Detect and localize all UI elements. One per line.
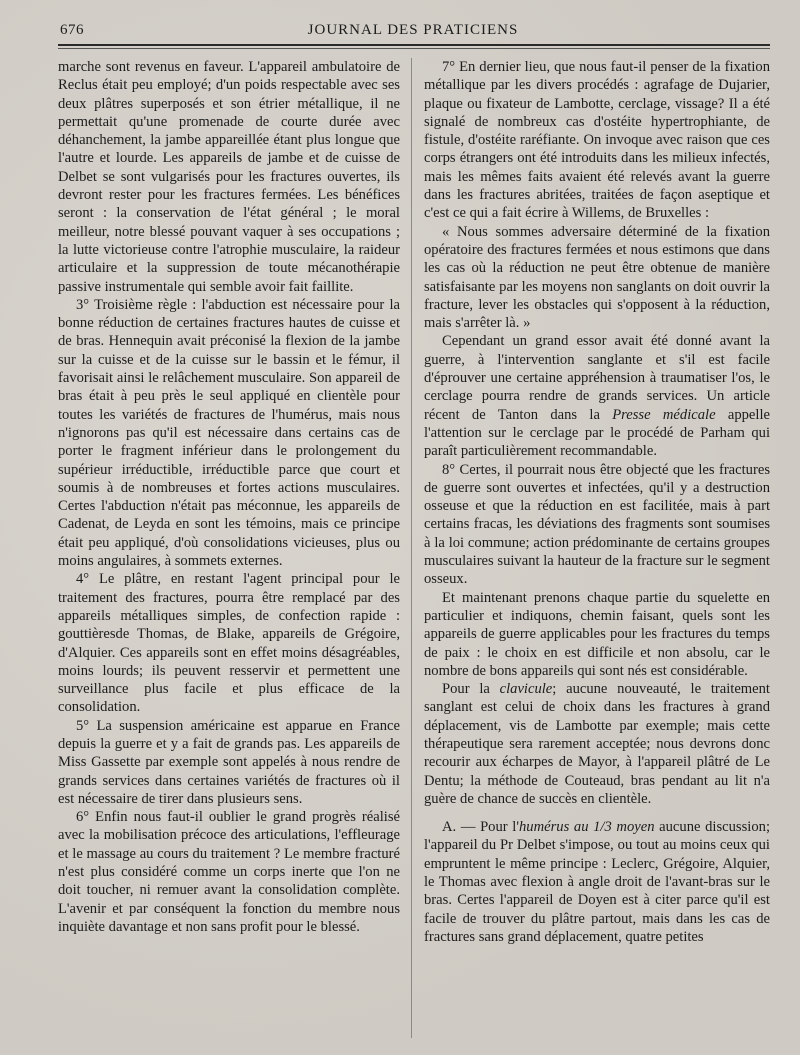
text-run: appelle l'attention sur le cerclage par le procédé de Parham qui paraît particulièrement recommandable. (424, 406, 770, 460)
text-run: ; aucune nouveauté, le traitement sanglant est celui de choix dans les fractures à grand déplacement, vis de Lambotte par exemple; mais cette thérapeutique sera rarement acceptée; nous devrons donc recourir aux écharpes de Mayor, à l'appareil plâtré de Le Dentu; la méthode de Couteaud, bras pendant au lit n'a guère de chance de succès en clientèle. (424, 681, 770, 807)
paragraph-rule-5: 5° La suspension américaine est apparue en France depuis la guerre et y a fait de grands pas. Les appareils de Miss Gassette par exemple sont appelés à nous rendre de grands services dans certaines variétés de fractures où il est nécessaire de tirer dans plusieurs sens. (58, 717, 400, 807)
paragraph-rule-4: 4° Le plâtre, en restant l'agent principal pour le traitement des fractures, pourra être remplacé par des appareils métalliques simples, de confection rapide : gouttièresde Thomas, de Blake, appareils de Grégoire, d'Alquier. Ces appareils sont en effet moins désagréables, moins lourds; ils peuvent resservir et permettent une surveillance plus facile et plus efficace de la consolidation. (58, 571, 400, 716)
paragraph-continuation: marche sont revenus en faveur. L'appareil ambulatoire de Reclus était peu employé; d'un poids respectable avec ses deux plâtres superposés et son étrier métallique, il ne permettait qu'une promenade de courte durée avec déhanchement, la jambe appareillée étant plus longue que l'autre et lourde. Les appareils de jambe et de cuisse de Delbet se sont vulgarisés pour les fractures ouvertes, ils devront rester pour les fractures fermées. Les bénéfices seront : la conservation de l'état général ; le moral meilleur, notre blessé pouvant vaquer à ses occupations ; la lutte victorieuse contre l'atrophie musculaire, la raideur articulaire et la suppression de toute mécanothérapie passive instrumentale qui semble avoir fait faillite. (58, 59, 400, 295)
paragraph-rule-7: 7° En dernier lieu, que nous faut-il penser de la fixation métallique par les divers procédés : agrafage de Dujarier, plaque ou fixateur de Lambotte, cerclage, vissage? Il a été signalé de nombreux cas d'ostéite hypertrophiante, de fistule, d'ostéite raréfiante. On invoque avec raison que ces corps étrangers ont été introduits dans les milieux infectés, mais les mêmes faits avaient été relevés avant la guerre dans les fractures abritées, traitées de façon aseptique et c'est ce qui a fait écrire à Willems, de Bruxelles : (424, 59, 770, 222)
header-rule (58, 44, 770, 46)
paragraph-rule-6: 6° Enfin nous faut-il oublier le grand progrès réalisé avec la mobilisation précoce des articulations, l'effleurage et le massage au cours du traitement ? Le membre fracturé n'est plus considéré comme un corps inerte que l'on ne doit toucher, ni remuer avant la consolidation complète. L'avenir et par conséquent la fonction du membre nous inquiète davantage et non sans profit pour le blessé. (58, 809, 400, 935)
humerus-italic: humérus au 1/3 moyen (518, 819, 655, 836)
paragraph-cerclage (424, 332, 770, 460)
column-divider (411, 58, 412, 1038)
journal-name-italic: Presse médicale (612, 406, 716, 423)
right-column (424, 58, 770, 946)
paragraph-rule-8: 8° Certes, il pourrait nous être objecté que les fractures de guerre sont ouvertes et infectées, qu'il y a destruction osseuse et que la réduction en est facilitée, mais à part certains fracas, les déviations des fragments sont soumises à la loi commune; action prédominante de certains groupes musculaires suivant la hauteur de la fracture sur le segment osseux. (424, 461, 770, 588)
clavicule-italic: clavicule (499, 681, 553, 698)
text-run: Pour la (442, 681, 500, 698)
text-run: A. — Pour l' (442, 819, 519, 836)
paragraph-skeleton: Et maintenant prenons chaque partie du squelette en particulier et indiquons, chemin faisant, quels sont les appareils de guerre applicables pour les fractures du temps de paix : le choix en est difficile et non absolu, car le nombre de bons appareils qui sont nés est considérable. (424, 589, 770, 679)
text-run: Cependant un grand essor avait été donné avant la guerre, à l'intervention sanglante et s'il est facile d'éprouver une certaine appréhension à traumatiser l'os, le cerclage pourra rendre de grands services. Un article récent de Tanton dans la (424, 333, 770, 423)
quotation-willems: « Nous sommes adversaire déterminé de la fixation opératoire des fractures fermées et nous estimons que dans les cas où la réduction ne peut être obtenue de manière satisfaisante par les moyens non sanglants on doit ouvrir la fracture, lever les obstacles qui s'opposent à la réduction, mais s'arrêter là. » (424, 223, 770, 332)
left-column (58, 58, 400, 936)
paragraph-humerus (424, 818, 770, 946)
text-run: aucune discussion; l'appareil du Pr Delbet s'impose, ou tout au moins ceux qui empruntent le même principe : Leclerc, Grégoire, Alquier, le Thomas avec flexion à angle droit de l'avant-bras sur le bras. Certes l'appareil de Doyen est à citer parce qu'il est facile de trouver du plâtre partout, mais dans les cas de fractures sans grand déplacement, quatre petites (424, 819, 770, 945)
paragraph-clavicule (424, 680, 770, 808)
journal-title: JOURNAL DES PRATICIENS (307, 22, 519, 38)
page-number: 676 (60, 22, 84, 38)
header-rule-thin (58, 48, 770, 49)
paragraph-rule-3: 3° Troisième règle : l'abduction est nécessaire pour la bonne réduction de certaines fractures hautes de cuisse et de bras. Hennequin avait préconisé la flexion de la jambe sur la cuisse et de la cuisse sur le bassin et le fémur, il favorisait ainsi le relâchement musculaire. Son appareil de bras était à peu près le seul appliqué en clientèle pour toutes les variétés de fractures de l'humérus, mais nous n'ignorons pas qu'il est nécessaire dans certains cas de porter le fragment inférieur dans le prolongement du supérieur irréductible, irréductible parce que court et soumis à de nombreuses et fortes actions musculaires. Certes l'abduction n'était pas méconnue, les appareils de Cadenat, de Leyda en sont les témoins, mais ce principe était peu appliqué, d'où consolidations vicieuses, plus ou moins angulaires, à sommets externes. (58, 296, 400, 570)
